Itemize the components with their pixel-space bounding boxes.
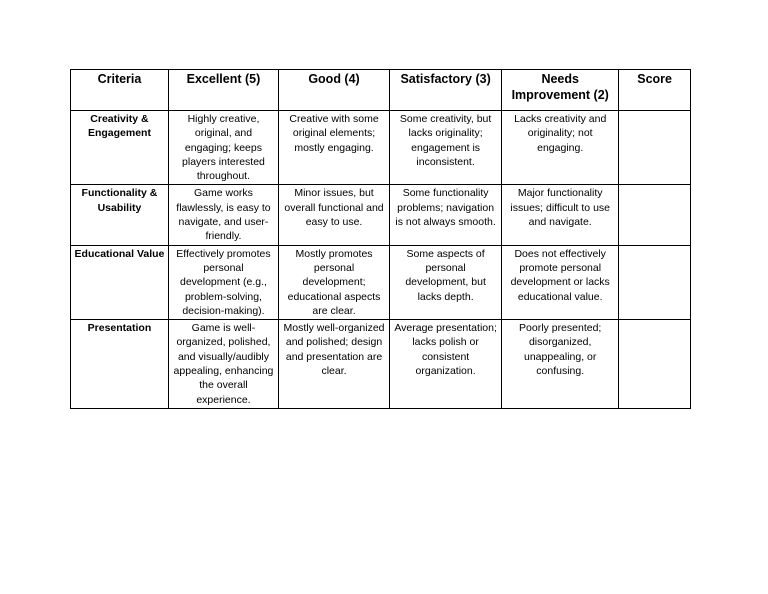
- header-row: [71, 70, 691, 111]
- good-cell: Mostly promotes personal development; educational aspects are clear.: [279, 245, 390, 319]
- needs-improvement-cell: Does not effectively promote personal development or lacks educational value.: [502, 245, 619, 319]
- rubric-table: [70, 69, 691, 409]
- score-cell[interactable]: [619, 185, 691, 245]
- satisfactory-cell: Some creativity, but lacks originality; engagement is inconsistent.: [390, 111, 502, 185]
- needs-improvement-cell: Poorly presented; disorganized, unappealing, or confusing.: [502, 320, 619, 409]
- header-needs-improvement: Needs Improvement (2): [502, 70, 619, 111]
- header-good: Good (4): [279, 70, 390, 111]
- satisfactory-cell: Some functionality problems; navigation is not always smooth.: [390, 185, 502, 245]
- header-excellent: Excellent (5): [168, 70, 278, 111]
- header-criteria: Criteria: [71, 70, 169, 111]
- good-cell: Minor issues, but overall functional and easy to use.: [279, 185, 390, 245]
- header-score: Score: [619, 70, 691, 111]
- score-cell[interactable]: [619, 320, 691, 409]
- rubric-body: [71, 111, 691, 409]
- table-row: [71, 185, 691, 245]
- table-row: [71, 245, 691, 319]
- table-row: [71, 111, 691, 185]
- satisfactory-cell: Average presentation; lacks polish or consistent organization.: [390, 320, 502, 409]
- needs-improvement-cell: Major functionality issues; difficult to use and navigate.: [502, 185, 619, 245]
- criteria-cell: Functionality & Usability: [71, 185, 169, 245]
- rubric-header: [71, 70, 691, 111]
- satisfactory-cell: Some aspects of personal development, but lacks depth.: [390, 245, 502, 319]
- header-satisfactory: Satisfactory (3): [390, 70, 502, 111]
- table-row: [71, 320, 691, 409]
- excellent-cell: Effectively promotes personal development (e.g., problem-solving, decision-making).: [168, 245, 278, 319]
- score-cell[interactable]: [619, 111, 691, 185]
- excellent-cell: Game works flawlessly, is easy to navigate, and user-friendly.: [168, 185, 278, 245]
- criteria-cell: Creativity & Engagement: [71, 111, 169, 185]
- needs-improvement-cell: Lacks creativity and originality; not engaging.: [502, 111, 619, 185]
- good-cell: Mostly well-organized and polished; design and presentation are clear.: [279, 320, 390, 409]
- good-cell: Creative with some original elements; mostly engaging.: [279, 111, 390, 185]
- criteria-cell: Educational Value: [71, 245, 169, 319]
- score-cell[interactable]: [619, 245, 691, 319]
- excellent-cell: Game is well-organized, polished, and visually/audibly appealing, enhancing the overall experience.: [168, 320, 278, 409]
- excellent-cell: Highly creative, original, and engaging; keeps players interested throughout.: [168, 111, 278, 185]
- criteria-cell: Presentation: [71, 320, 169, 409]
